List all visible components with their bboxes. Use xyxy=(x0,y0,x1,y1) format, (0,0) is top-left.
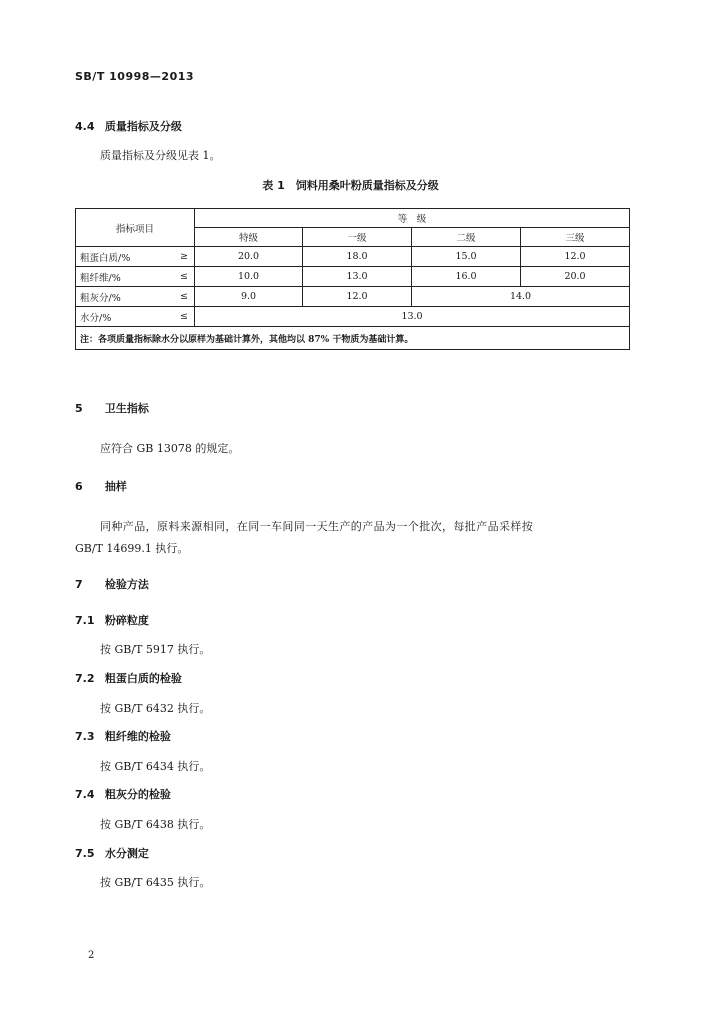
comparison-symbol: ≥ xyxy=(171,247,195,267)
table-note: 注：各项质量指标除水分以原样为基础计算外，其他均以 87% 干物质为基础计算。 xyxy=(76,327,630,350)
section-number: 7.2 xyxy=(75,672,95,685)
document-id: SB/T 10998—2013 xyxy=(75,70,195,83)
section-7-5-body: 按 GB/T 6435 执行。 xyxy=(100,876,211,889)
table-cell: 12.0 xyxy=(303,287,412,307)
section-number: 7.4 xyxy=(75,788,95,801)
section-number: 6 xyxy=(75,480,83,493)
section-number: 5 xyxy=(75,402,83,415)
table-cell: 9.0 xyxy=(195,287,303,307)
section-7-2-heading xyxy=(75,670,182,686)
section-4-4-body: 质量指标及分级见表 1。 xyxy=(100,149,221,162)
table-cell: 20.0 xyxy=(521,267,630,287)
page-number: 2 xyxy=(88,950,95,961)
table-row xyxy=(76,307,630,327)
table-cell: 15.0 xyxy=(412,247,521,267)
row-label: 粗灰分/% xyxy=(76,287,171,307)
row-label: 粗蛋白质/% xyxy=(76,247,171,267)
section-7-3-body: 按 GB/T 6434 执行。 xyxy=(100,760,211,773)
section-number: 4.4 xyxy=(75,120,95,133)
table-row xyxy=(76,267,630,287)
section-title: 水分测定 xyxy=(104,847,149,860)
table-cell: 16.0 xyxy=(412,267,521,287)
comparison-symbol: ≤ xyxy=(171,287,195,307)
table-cell: 12.0 xyxy=(521,247,630,267)
section-title: 检验方法 xyxy=(104,578,149,591)
comparison-symbol: ≤ xyxy=(171,307,195,327)
table-cell: 14.0 xyxy=(412,287,630,307)
section-title: 卫生指标 xyxy=(104,402,149,415)
section-number: 7.1 xyxy=(75,614,95,627)
table-cell: 13.0 xyxy=(195,307,630,327)
grade-header: 特级 xyxy=(195,228,303,247)
section-number: 7.5 xyxy=(75,847,95,860)
section-6-heading xyxy=(75,478,127,494)
table-caption: 表 1 饲料用桑叶粉质量指标及分级 xyxy=(262,179,439,192)
grade-header: 三级 xyxy=(521,228,630,247)
grade-header: 一级 xyxy=(303,228,412,247)
table-row xyxy=(76,287,630,307)
section-7-1-heading xyxy=(75,612,149,628)
table-cell: 13.0 xyxy=(303,267,412,287)
table-cell: 20.0 xyxy=(195,247,303,267)
comparison-symbol: ≤ xyxy=(171,267,195,287)
section-4-4-heading xyxy=(75,118,182,134)
section-title: 粗灰分的检验 xyxy=(104,788,171,801)
section-title: 质量指标及分级 xyxy=(104,120,182,133)
section-title: 粗纤维的检验 xyxy=(104,730,171,743)
section-title: 粉碎粒度 xyxy=(104,614,149,627)
section-5-body: 应符合 GB 13078 的规定。 xyxy=(100,442,240,455)
section-7-4-body: 按 GB/T 6438 执行。 xyxy=(100,818,211,831)
section-6-body-line1: 同种产品，原料来源相同，在同一车间同一天生产的产品为一个批次，每批产品采样按 xyxy=(100,520,534,533)
table-cell: 10.0 xyxy=(195,267,303,287)
column-header-item: 指标项目 xyxy=(76,209,195,247)
section-7-heading xyxy=(75,576,149,592)
section-5-heading xyxy=(75,400,149,416)
row-label: 粗纤维/% xyxy=(76,267,171,287)
section-7-1-body: 按 GB/T 5917 执行。 xyxy=(100,643,211,656)
section-number: 7.3 xyxy=(75,730,95,743)
column-header-grade: 等 级 xyxy=(195,209,630,228)
section-number: 7 xyxy=(75,578,83,591)
section-7-5-heading xyxy=(75,845,149,861)
section-7-3-heading xyxy=(75,728,171,744)
section-6-body-line2: GB/T 14699.1 执行。 xyxy=(75,542,189,555)
section-title: 粗蛋白质的检验 xyxy=(104,672,182,685)
section-title: 抽样 xyxy=(104,480,127,493)
table-cell: 18.0 xyxy=(303,247,412,267)
grade-header: 二级 xyxy=(412,228,521,247)
section-7-4-heading xyxy=(75,786,171,802)
table-row xyxy=(76,247,630,267)
section-7-2-body: 按 GB/T 6432 执行。 xyxy=(100,702,211,715)
quality-grade-table xyxy=(75,208,630,350)
row-label: 水分/% xyxy=(76,307,171,327)
